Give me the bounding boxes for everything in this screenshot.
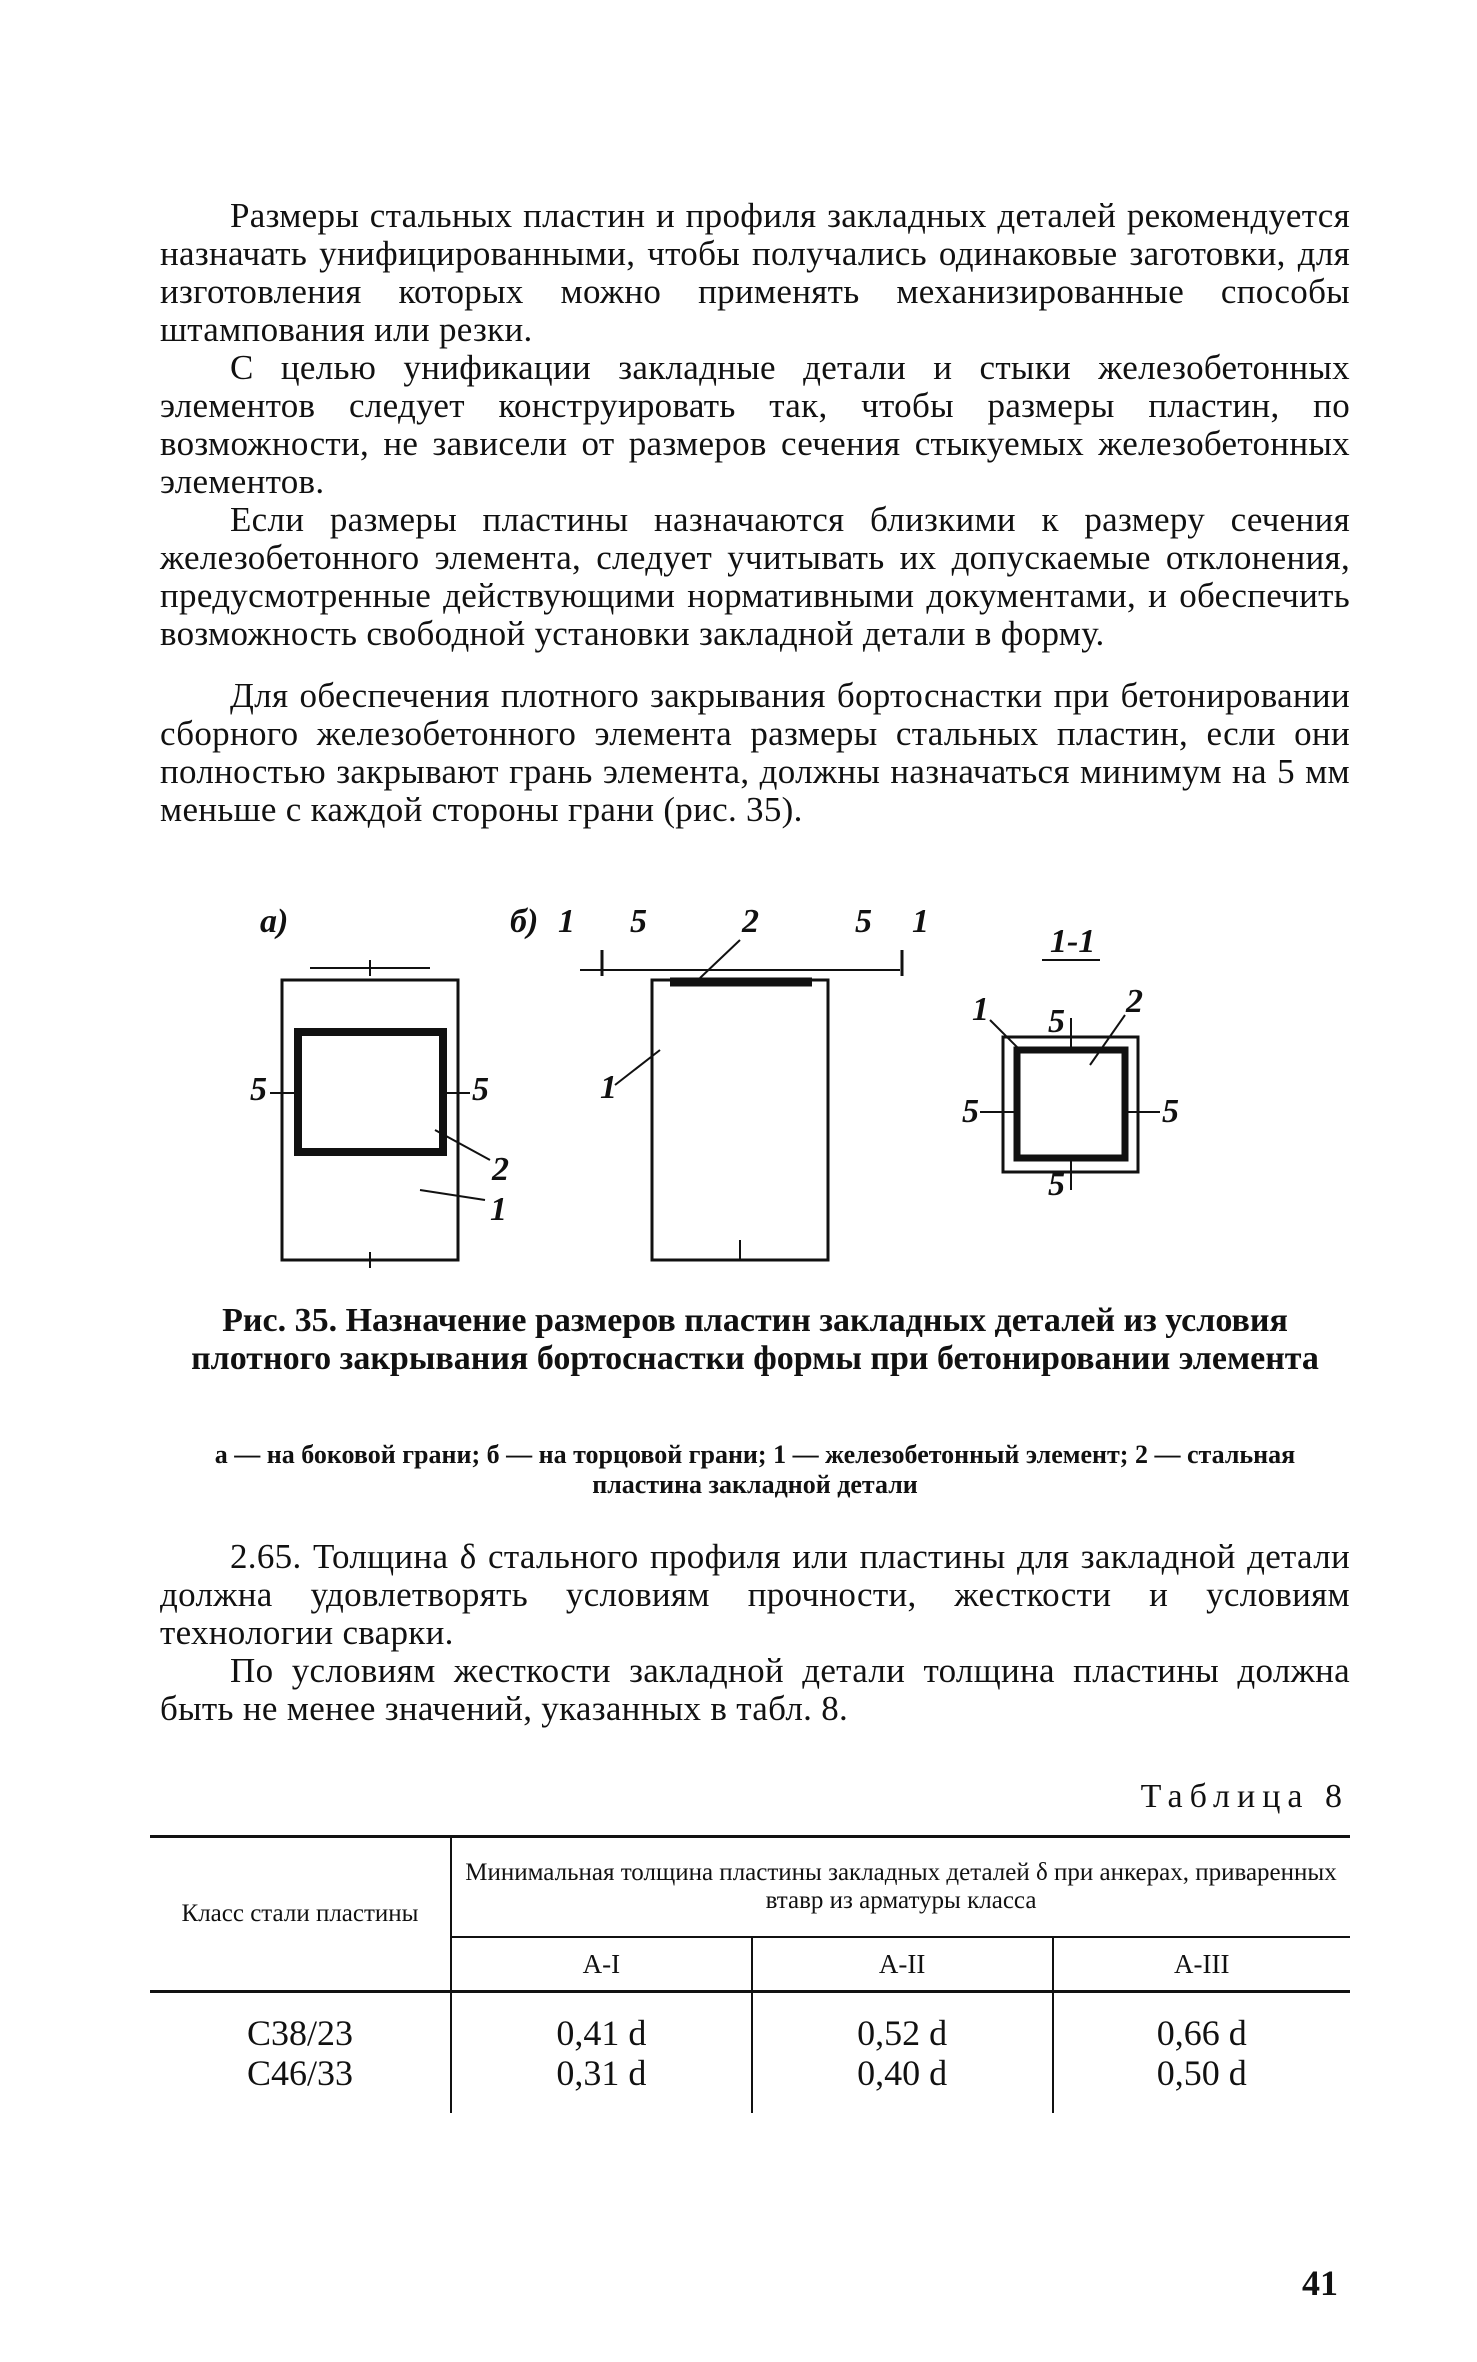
paragraph-4: Для обеспечения плотного закрывания бортоснастки при бетонировании сборного железобетонного элемента размеры стальных пластин, если они полностью закрывают грань элемента, должны назначаться минимум на 5 мм меньше с каждой стороны грани (рис. 35). (160, 676, 1350, 829)
header-steel-class: Класс стали пластины (150, 1837, 451, 1992)
section-mark-left: 1 (558, 903, 575, 940)
callout-2-section: 2 (1126, 983, 1143, 1020)
figure-legend: а — на боковой грани; б — на торцовой грани; 1 — железобетонный элемент; 2 — стальная пластина закладной детали (214, 1440, 1296, 1499)
paragraph-3: Если размеры пластины назначаются близкими к размеру сечения железобетонного элемента, следует учитывать их допускаемые отклонения, предусмотренные действующими нормативными документами, и обеспечить возможность свободной установки закладной детали в форму. (160, 500, 1350, 653)
section-2-65-continued: По условиям жесткости закладной детали толщина пластины должна быть не менее значений, указанных в табл. 8. (160, 1651, 1350, 1728)
dim-5-right-section: 5 (1162, 1093, 1179, 1130)
steel-plate-a (298, 1032, 443, 1152)
cell-a3: 0,66 d 0,50 d (1156, 2013, 1247, 2093)
section-mark-right: 1 (912, 903, 929, 940)
section-label: 1-1 (1050, 923, 1096, 960)
concrete-element-a (282, 980, 458, 1260)
figure-label-a: а) (260, 903, 289, 940)
cell-steel-class: С38/23 С46/33 (150, 1992, 451, 2114)
header-a1: А-I (451, 1937, 752, 1992)
dim-5-bottom-section: 5 (1048, 1166, 1065, 1203)
dim-5-top-section: 5 (1048, 1003, 1065, 1040)
section-2-65: 2.65. Толщина δ стального профиля или пластины для закладной детали должна удовлетворять условиям прочности, жесткости и условиям технологии сварки. (160, 1537, 1350, 1652)
paragraph-2: С целью унификации закладные детали и стыки железобетонных элементов следует конструировать так, чтобы размеры пластин, по возможности, не зависели от размеров сечения стыкуемых железобетонных элементов. (160, 348, 1350, 501)
figure-caption: Рис. 35. Назначение размеров пластин закладных деталей из условия плотного закрывания бортоснастки формы при бетонировании элемента (191, 1302, 1319, 1377)
callout-1-b: 1 (600, 1069, 617, 1106)
callout-2-b: 2 (742, 903, 759, 940)
dim-5-right-a: 5 (472, 1071, 489, 1108)
section-plate (1017, 1050, 1125, 1158)
callout-2-a: 2 (492, 1151, 509, 1188)
header-min-thickness: Минимальная толщина пластины закладных деталей δ при анкерах, приваренных втавр из арматуры класса (451, 1837, 1350, 1938)
callout-1-section: 1 (972, 991, 989, 1028)
dim-5-left-a: 5 (250, 1071, 267, 1108)
cell-a2: 0,52 d 0,40 d (752, 1992, 1053, 2114)
header-a3: А-III (1053, 1937, 1350, 1992)
concrete-element-b (652, 980, 828, 1260)
callout-1-a: 1 (490, 1191, 507, 1228)
dim-5-left-section: 5 (962, 1093, 979, 1130)
cell-a1: 0,41 d 0,31 d (451, 1992, 752, 2114)
figure-label-b: б) (510, 903, 539, 940)
figure-35 (220, 890, 1240, 1280)
table-title: Таблица 8 (1140, 1778, 1349, 1815)
page-number: 41 (1302, 2263, 1338, 2303)
header-a2: А-II (752, 1937, 1053, 1992)
dim-5-left-b: 5 (630, 903, 647, 940)
table-8 (150, 1835, 1350, 2113)
paragraph-1: Размеры стальных пластин и профиля закладных деталей рекомендуется назначать унифицированными, чтобы получались одинаковые заготовки, для изготовления которых можно применять механизированные способы штампования или резки. (160, 196, 1350, 349)
dim-5-right-b: 5 (855, 903, 872, 940)
section-element (1003, 1037, 1138, 1172)
